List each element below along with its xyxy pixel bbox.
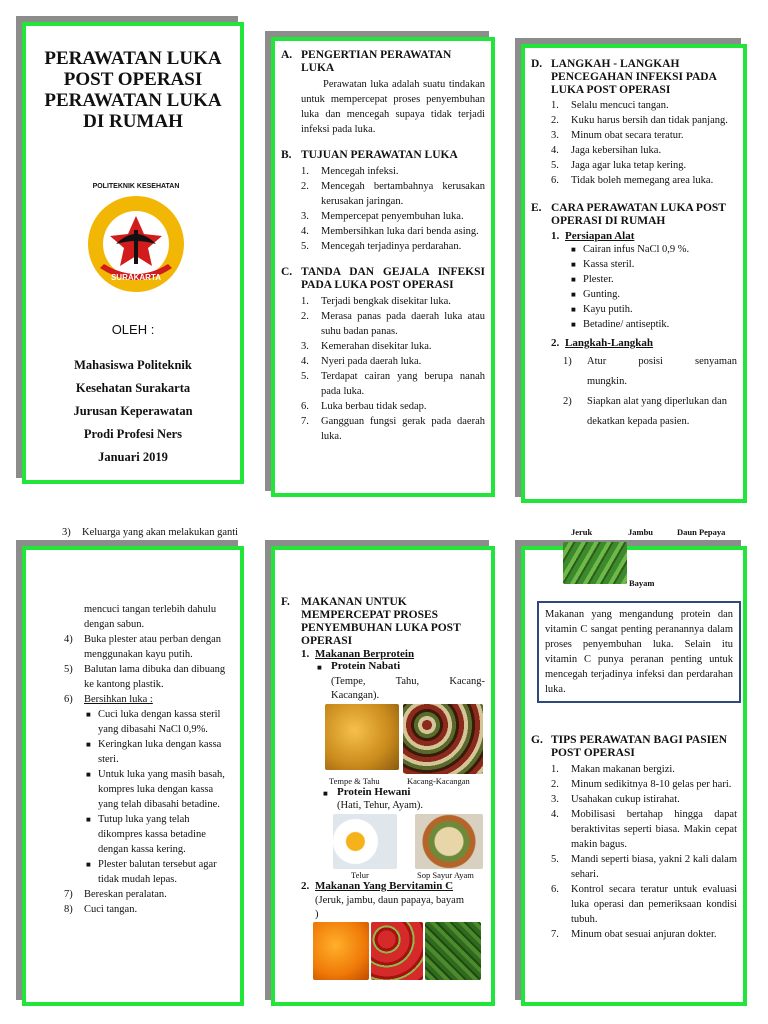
college-logo: SURAKARTA POLITEKNIK KESEHATAN bbox=[86, 194, 186, 294]
jeruk-image bbox=[313, 922, 369, 980]
sop-ayam-image bbox=[415, 814, 483, 869]
list-item: 4) Buka plester atau perban dengan menggunakan kayu putih. bbox=[64, 634, 222, 660]
list-item: 5. Terdapat cairan yang berupa nanah pada luka. bbox=[301, 371, 485, 397]
list-item: 1. Selalu mencuci tangan. bbox=[551, 100, 669, 111]
food-label: Jeruk bbox=[571, 527, 593, 537]
section-d-list bbox=[531, 98, 737, 188]
alat-list bbox=[531, 242, 737, 332]
list-item: 3. Kemerahan disekitar luka. bbox=[301, 341, 432, 352]
section-g-heading: G. TIPS PERAWATAN BAGI PASIEN POST OPERASI bbox=[531, 734, 728, 759]
telur-image bbox=[333, 814, 397, 869]
list-item: 2. Minum sedikitnya 8-10 gelas per hari. bbox=[551, 779, 732, 790]
section-f-heading: F. MAKANAN UNTUK MEMPERCEPAT PROSES PENYEMBUHAN LUKA POST OPERASI bbox=[281, 596, 461, 647]
panel-food: F. MAKANAN UNTUK MEMPERCEPAT PROSES PENYEMBUHAN LUKA POST OPERASI 1. Makanan Berprotein ■ Protein Nabati (Tempe, Tahu, Kacang-Kacangan). Tempe & Tahu Kacang-Kacangan ■ Protein Hewani (Hati, Tehur, Ayam). Telur Sop Sayur Ayam 2. Makanan Yang Bervitamin C (Jeruk, jambu, daun papaya, bayam ) bbox=[271, 546, 495, 1006]
list-item: ■ Cairan infus NaCl 0,9 %. bbox=[571, 244, 690, 255]
protein-heading: 1. Makanan Berprotein bbox=[301, 648, 415, 660]
list-item: 7. Gangguan fungsi gerak pada daerah luka. bbox=[301, 416, 485, 442]
list-item: 5. Mandi seperti biasa, yakni 2 kali dalam sehari. bbox=[551, 854, 737, 880]
list-item: ■ Gunting. bbox=[571, 289, 621, 300]
list-item: ■ Tutup luka yang telah dikompres kassa betadine dengan kassa kering. bbox=[86, 814, 206, 855]
panel-cover bbox=[22, 22, 244, 484]
food-label: Bayam bbox=[629, 578, 655, 588]
list-item: 6. Kontrol secara teratur untuk evaluasi luka operasi dan pemeriksaan kondisi tubuh. bbox=[551, 884, 737, 925]
section-c-heading: C. TANDA DAN GEJALA INFEKSI PADA LUKA POST OPERASI bbox=[281, 266, 485, 291]
daun-pepaya-image bbox=[425, 922, 481, 980]
vitamin-heading: 2. Makanan Yang Bervitamin C bbox=[301, 880, 454, 892]
list-item: 5. Mencegah terjadinya perdarahan. bbox=[301, 241, 462, 252]
section-e-heading: E. CARA PERAWATAN LUKA POST OPERASI DI RUMAH bbox=[531, 202, 726, 227]
list-item: 1. Mencegah infeksi. bbox=[301, 166, 399, 177]
kacang-image bbox=[403, 704, 483, 774]
author-block: Mahasiswa Politeknik Kesehatan Surakarta Jurusan Keperawatan Prodi Profesi Ners Januari 2019 bbox=[73, 358, 193, 464]
list-item: 1) Atur posisi senyaman mungkin. bbox=[563, 356, 737, 387]
list-item: ■ Untuk luka yang masih basah, kompres luka dengan kassa yang telah dibasahi betadine. bbox=[86, 769, 225, 810]
caption: Tempe & Tahu bbox=[329, 776, 380, 786]
panel-prevention bbox=[521, 44, 747, 503]
list-item: 2. Kuku harus bersih dan tidak panjang. bbox=[551, 115, 728, 126]
panel-tips bbox=[521, 546, 747, 1006]
list-item: ■ Plester. bbox=[571, 274, 614, 285]
cover-title: PERAWATAN LUKA POST OPERASI PERAWATAN LUKA DI RUMAH bbox=[44, 48, 222, 132]
list-item: ■ Kayu putih. bbox=[571, 304, 633, 315]
nabati-heading: ■ Protein Nabati bbox=[317, 660, 401, 672]
list-item: 7. Minum obat sesuai anjuran dokter. bbox=[551, 929, 717, 940]
list-item: 1. Terjadi bengkak disekitar luka. bbox=[301, 296, 451, 307]
list-item: 6. Tidak boleh memegang area luka. bbox=[551, 175, 714, 186]
section-g-list bbox=[531, 762, 737, 942]
oleh-label: OLEH : bbox=[111, 322, 155, 337]
list-item: 3. Mempercepat penyembuhan luka. bbox=[301, 211, 464, 222]
list-item: 2. Mencegah bertambahnya kerusakan kerusakan jaringan. bbox=[301, 181, 485, 207]
section-a-heading: A. PENGERTIAN PERAWATAN LUKA bbox=[281, 49, 452, 74]
section-a-text: Perawatan luka adalah suatu tindakan untuk mempercepat proses penyembuhan luka dan mencegah supaya tidak terjadi infeksi pada luka. bbox=[301, 79, 485, 135]
panel-definitions bbox=[271, 37, 495, 497]
caption: Kacang-Kacangan bbox=[407, 776, 470, 786]
food-label: Jambu bbox=[628, 527, 654, 537]
section-d-heading: D. LANGKAH - LANGKAH PENCEGAHAN INFEKSI PADA LUKA POST OPERASI bbox=[531, 58, 717, 96]
list-item: 5) Balutan lama dibuka dan dibuang ke kantong plastik. bbox=[64, 664, 226, 690]
list-item: 4. Nyeri pada daerah luka. bbox=[301, 356, 422, 367]
list-item: 4. Membersihkan luka dari benda asing. bbox=[301, 226, 479, 237]
list-item: 1. Makan makanan bergizi. bbox=[551, 764, 675, 775]
panel-steps-continued: mencuci tangan terlebih dahulu dengan sabun. 4) Buka plester atau perban dengan menggunakan kayu putih. 5) Balutan lama dibuka dan dibuang ke kantong plastik. 6) Bersihkan luka : ■ Cuci luka dengan kassa steril yang dibasahi NaCl 0,9%. ■ Keringkan luka dengan kassa steri. ■ Untuk luka yang masih basah, kompres luka dengan kassa yang telah dibasahi betadine. ■ Tutup luka yang telah dikompres kassa betadine dengan kassa kering. ■ Plester balutan tersebut agar tidak mudah lepas. 7) Bereskan peralatan. 8) Cuci tangan. bbox=[22, 546, 244, 1006]
section-c-list bbox=[281, 294, 485, 444]
alat-heading: 1. Persiapan Alat bbox=[551, 230, 635, 242]
caption: Sop Sayur Ayam bbox=[417, 870, 474, 880]
bersihkan-list bbox=[64, 707, 234, 887]
list-item: 5. Jaga agar luka tetap kering. bbox=[551, 160, 687, 171]
section-b-heading: B. TUJUAN PERAWATAN LUKA bbox=[281, 149, 458, 161]
caption: Telur bbox=[351, 870, 369, 880]
list-item: 4. Jaga kebersihan luka. bbox=[551, 145, 662, 156]
final-steps-list bbox=[64, 887, 234, 917]
list-item: ■ Cuci luka dengan kassa steril yang dibasahi NaCl 0,9%. bbox=[86, 709, 221, 735]
list-item: ■ Betadine/ antiseptik. bbox=[571, 319, 670, 330]
list-item: 8) Cuci tangan. bbox=[64, 904, 138, 915]
overflow-text: 3) Keluarga yang akan melakukan ganti bbox=[62, 527, 239, 538]
list-item: ■ Keringkan luka dengan kassa steri. bbox=[86, 739, 222, 765]
list-item: 7) Bereskan peralatan. bbox=[64, 889, 167, 900]
hewani-heading: ■ Protein Hewani bbox=[323, 786, 411, 798]
tempe-tahu-image bbox=[325, 704, 399, 770]
jambu-image bbox=[371, 922, 423, 980]
list-item: 2) Siapkan alat yang diperlukan dan dekatkan kepada pasien. bbox=[563, 396, 727, 427]
list-item: 3. Minum obat secara teratur. bbox=[551, 130, 684, 141]
steps-list bbox=[531, 352, 737, 432]
list-item: ■ Plester balutan tersebut agar tidak mudah lepas. bbox=[86, 859, 217, 885]
list-item: 4. Mobilisasi bertahap hingga dapat beraktivitas seperti biasa. Makin cepat makin bagus. bbox=[551, 809, 737, 850]
info-box: Makanan yang mengandung protein dan vitamin C sangat penting peranannya dalam proses penyembuhan luka. Selain itu vitamin C punya peranan penting untuk mencegah terjadinya infeksi dan perdarahan luka. bbox=[537, 601, 741, 703]
steps-heading: 2. Langkah-Langkah bbox=[551, 337, 654, 349]
food-label: Daun Pepaya bbox=[677, 527, 726, 537]
list-item: 3. Usahakan cukup istirahat. bbox=[551, 794, 680, 805]
section-b-list bbox=[281, 164, 485, 254]
list-item: 2. Merasa panas pada daerah luka atau suhu badan panas. bbox=[301, 311, 485, 337]
steps-continued-list bbox=[64, 632, 234, 707]
list-item: 6) Bersihkan luka : bbox=[64, 694, 153, 705]
list-item: 6. Luka berbau tidak sedap. bbox=[301, 401, 427, 412]
bayam-image bbox=[563, 542, 627, 584]
list-item: ■ Kassa steril. bbox=[571, 259, 635, 270]
